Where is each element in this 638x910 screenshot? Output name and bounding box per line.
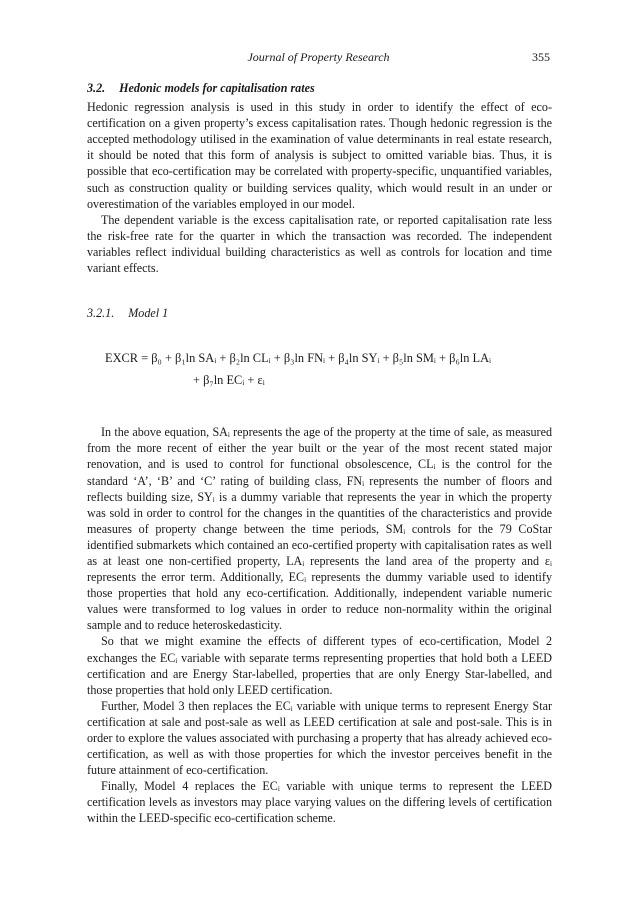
paragraph: Hedonic regression analysis is used in this study in order to identify the effect of eco-certification on a given property’s excess capitalisation rates. Though hedonic regression is the accepted methodology utilised in the examination of value determinants in real estate research, it should be noted that this form of analysis is subject to omitted variable bias. Thus, it is possible that eco-certification may be correlated with property-specific, unquantified variables, such as construction quality or building services quality, which would result in an under or overestimation of the variables employed in our model. [87, 100, 552, 211]
equation-line-2: + β₇ln ECᵢ + εᵢ [193, 373, 265, 388]
paragraph: So that we might examine the effects of different types of eco-certification, Model 2 exchanges the ECᵢ variable with separate terms representing properties that hold both a LEED certification and are Energy Star-labelled, properties that are only Energy Star-labelled, and those properties that hold only LEED certification. [87, 634, 552, 697]
paragraph: Further, Model 3 then replaces the ECᵢ variable with unique terms to represent Energy Star certification at sale and post-sale as well as LEED certification at sale and post-sale. This is in order to explore the values associated with purchasing a property that has already achieved eco-certification, as well as with those properties for which the investor perceives benefit in the future attainment of eco-certification. [87, 698, 552, 778]
paragraph: In the above equation, SAᵢ represents the age of the property at the time of sale, as measured from the more recent of either the year built or the year of the most recent stated major renovation, and is used to control for functional obsolescence, CLᵢ is the control for the standard ‘A’, ‘B’ and ‘C’ rating of building class, FNᵢ represents the number of floors and reflects building size, SYᵢ is a dummy variable that represents the year in which the property was sold in order to control for the changes in the quantities of the characteristics and provide measures of property change between the time periods, SMᵢ controls for the 79 CoStar identified submarkets which contained an eco-certified property with capitalisation rates as well as at least one non-certified property, LAᵢ represents the land area of the property and εᵢ represents the error term. Additionally, ECᵢ represents the dummy variable used to identify those properties that hold any eco-certification. Additionally, independent variable numeric values were transformed to log values in order to reduce non-normality within the original sample and to reduce heteroskedasticity. [87, 425, 552, 633]
section-title: Hedonic models for capitalisation rates [119, 81, 315, 95]
subsection-heading [87, 305, 552, 321]
equation-line-1: EXCR = β₀ + β₁ln SAᵢ + β₂ln CLᵢ + β₃ln FNᵢ + β₄ln SYᵢ + β₅ln SMᵢ + β₆ln LAᵢ [105, 351, 492, 366]
section-heading [87, 80, 552, 96]
page-number: 355 [532, 50, 550, 64]
subsection-title: Model 1 [128, 306, 169, 321]
subsection-number: 3.2.1. [87, 306, 115, 321]
running-head: Journal of Property Research [247, 50, 390, 64]
paragraph: The dependent variable is the excess capitalisation rate, or reported capitalisation rate less the risk-free rate for the quarter in which the transaction was recorded. The independent variables reflect individual building characteristics as well as controls for location and time variant effects. [87, 212, 552, 276]
body-column [87, 80, 552, 827]
equation-model-1 [105, 347, 552, 391]
paragraph: Finally, Model 4 replaces the ECᵢ variable with unique terms to represent the LEED certification levels as investors may place varying values on the differing levels of certification within the LEED-specific eco-certification scheme. [87, 779, 552, 826]
section-number: 3.2. [87, 81, 106, 95]
